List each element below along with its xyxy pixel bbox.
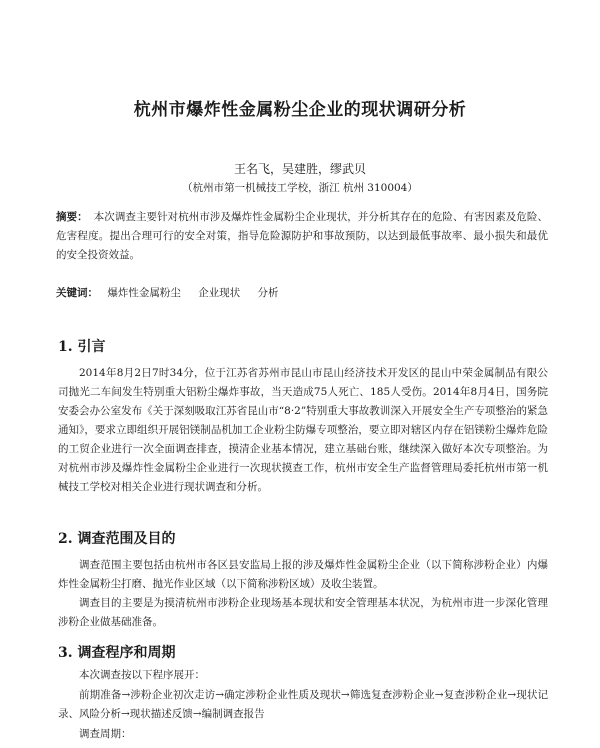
author-list: 王名飞，吴建胜，缪武贝 — [233, 162, 366, 176]
section-paragraph: 本次调查按以下程序展开： — [79, 669, 205, 681]
author-affiliation: （杭州市第一机械技工学校，浙江 杭州 310004） — [182, 182, 418, 194]
keyword: 分析 — [257, 287, 279, 299]
section-heading-introduction: 1. 引言 — [58, 339, 106, 355]
section-heading-scope: 2. 调查范围及目的 — [58, 531, 176, 547]
keyword: 企业现状 — [198, 287, 241, 299]
section-paragraph: 2014年8月2日7时34分，位于江苏省苏州市昆山市昆山经济技术开发区的昆山中荣金属制品有限公司抛光二车间发生特别重大铝粉尘爆炸事故，当天造成75人死亡、185人受伤。2014年8月4日，国务院安委会办公室发布《关于深刻吸取江苏省昆山市“8·2”特别重大事故教训深入开展安全生产专项整治的紧急通知》，要求立即组织开展铝镁制品机加工企业粉尘防爆专项整治，要立即对辖区内存在铝镁粉尘爆炸危险的工贸企业进行一次全面调查排查，摸清企业基本情况，建立基础台账，继续深入做好本次专项整治。为对杭州市涉及爆炸性金属粉尘企业进行一次现状摸查工作，杭州市安全生产监督管理局委托杭州市第一机械技工学校对相关企业进行现状调查和分析。 — [58, 367, 548, 493]
keyword: 爆炸性金属粉尘 — [107, 287, 181, 299]
section-paragraph: 调查目的主要是为摸清杭州市涉粉企业现场基本现状和安全管理基本状况，为杭州市进一步深化管理涉粉企业做基础准备。 — [58, 597, 548, 628]
abstract-text: 本次调查主要针对杭州市涉及爆炸性金属粉尘企业现状，并分析其存在的危险、有害因素及危险、危害程度。提出合理可行的安全对策，指导危险源防护和事故预防，以达到最低事故率、最小损失和最优的安全投资效益。 — [56, 211, 549, 261]
section-paragraph: 调查周期： — [79, 728, 132, 740]
section-paragraph: 调查范围主要包括由杭州市各区县安监局上报的涉及爆炸性金属粉尘企业（以下简称涉粉企业）内爆炸性金属粉尘打磨、抛光作业区域（以下简称涉粉区域）及收尘装置。 — [58, 559, 548, 590]
keywords — [56, 285, 548, 300]
procedure-steps: 前期准备→涉粉企业初次走访→确定涉粉企业性质及现状→筛选复查涉粉企业→复查涉粉企业→现状记录、风险分析→现状描述反馈→编制调查报告 — [58, 689, 548, 720]
abstract — [56, 208, 548, 265]
abstract-label: 摘要： — [56, 211, 88, 223]
keywords-label: 关键词： — [56, 287, 98, 299]
section-heading-procedure: 3. 调查程序和周期 — [58, 645, 176, 661]
paper-title: 杭州市爆炸性金属粉尘企业的现状调研分析 — [133, 100, 467, 120]
